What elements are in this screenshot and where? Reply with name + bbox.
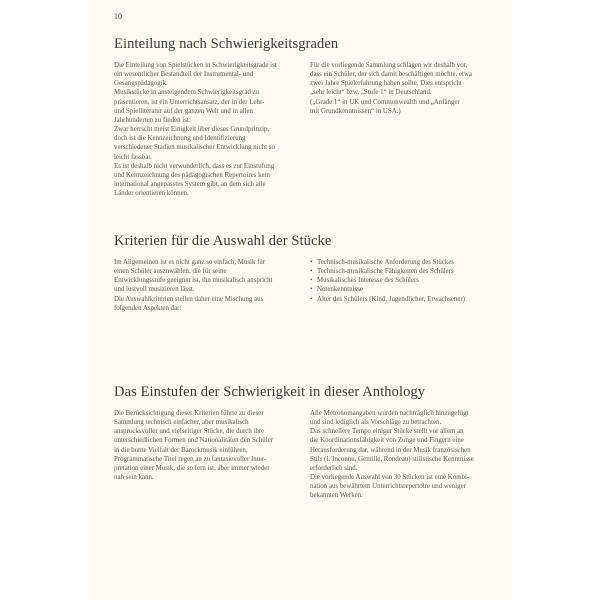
text-line: mit Grundkenntnissen“ in USA.): [310, 107, 401, 115]
text-line: international angepasstes System gibt, an dem sich alle: [114, 181, 266, 189]
text-line: Die Einteilung von Spielstücken in Schwierigkeitsgrade ist: [114, 62, 277, 69]
list-item: • Musikalisches Interesse des Schülers: [310, 276, 510, 285]
text-line: Die Berücksichtigung dieser Kriterien führte zu dieser: [114, 410, 264, 417]
text-line: und lustvoll musizieren lässt.: [114, 286, 195, 294]
text-line: Entwicklungsstufe geeignet ist, ihn musikalisch anspricht: [114, 277, 273, 285]
page-number: 10: [114, 12, 122, 21]
section-title-selection-criteria: Kriterien für die Auswahl der Stücke: [114, 233, 332, 249]
list-item: • Technisch-musikalische Fähigkeiten des Schülers: [310, 267, 510, 276]
text-line: verschiedener Stadien musikalischer Entwicklung nicht so: [114, 144, 275, 152]
text-line: Herausforderung dar, während in der Musik französischen: [310, 446, 471, 454]
text-line: Die vorliegende Auswahl von 30 Stücken ist eine Kombi-: [310, 474, 470, 482]
text-line: und sind lediglich als Vorschläge zu betrachten.: [310, 419, 442, 427]
text-line: „sehr leicht“ bzw. „Stufe 1“ in Deutschland.: [310, 89, 432, 97]
text-line: in die bunte Vielfalt der Barockmusik einführen.: [114, 446, 248, 454]
text-line: Es ist deshalb nicht verwunderlich, dass es zur Einstufung: [114, 162, 275, 170]
text-line: Programmatische Titel regen an zu fantasievoller Inter-: [114, 455, 267, 463]
criteria-list: [310, 258, 510, 304]
text-line: Musikstücke in ansteigendem Schwierigkeitsgrad zu: [114, 89, 260, 97]
text-line: und Kennzeichnung des pädagogischen Repertoires kein: [114, 171, 270, 179]
section-3-right-column: [310, 409, 510, 501]
list-item: • Technisch-musikalische Anforderung des Stückes: [310, 258, 510, 267]
text-line: ansprucksvoller und vielseitiger Stücke, die durch ihre: [114, 428, 265, 436]
text-line: Das schnellere Tempo einiger Stücke stellt vor allem an: [310, 428, 464, 436]
section-3-left-column: [114, 409, 310, 482]
text-line: Sammlung technisch einfacher, aber musikalisch: [114, 419, 249, 427]
text-line: Die Auswahlkriterien stellen daher eine Mischung aus: [114, 295, 264, 303]
list-item: • Alter des Schülers (Kind, Jugendlicher, Erwachsener): [310, 295, 510, 304]
text-line: folgenden Aspekten dar:: [114, 304, 182, 312]
text-line: Alle Metronomangaben wurden nachträglich hinzugefügt: [310, 410, 469, 417]
text-line: Länder orientieren können.: [114, 190, 189, 198]
text-line: Stils (L’Inconnu, Gentille, Rondeau) stilistische Kenntnisse: [310, 455, 474, 463]
list-item: • Notenkenntnisse: [310, 285, 510, 294]
section-1-right-column: [310, 61, 510, 116]
text-line: präsentieren, ist ein Unterrichtsansatz, der in der Lehr-: [114, 98, 265, 106]
text-line: erforderlich sind.: [310, 464, 358, 472]
text-line: („Grade 1“ in UK und Commonwealth und „Anfänger: [310, 98, 460, 106]
text-line: unterschiedlichen Formen und Nationalitäten den Schüler: [114, 437, 274, 445]
text-line: pretation einer Musik, die so fern ist, aber immer wieder: [114, 464, 270, 472]
book-page: [88, 0, 512, 600]
text-line: bekannten Werken.: [310, 492, 363, 500]
text-line: einen Schüler auszuwählen, die für seine: [114, 268, 227, 276]
section-2-left-column: [114, 258, 310, 313]
text-line: Zwar herrscht meist Einigkeit über dieses Grundprinzip,: [114, 126, 270, 134]
text-line: ein wesentlicher Bestandteil der Instrumental- und: [114, 71, 254, 79]
text-line: Für die vorliegende Sammlung schlagen wir deshalb vor,: [310, 62, 468, 69]
text-line: Jahrhunderten zu finden ist.: [114, 116, 191, 124]
text-line: Im Allgemeinen ist es nicht ganz so einfach, Musik für: [114, 259, 266, 266]
section-1-left-column: [114, 61, 310, 198]
text-line: und Spielliteratur auf der ganzen Welt und in allen: [114, 107, 253, 115]
section-2-bullet-column: [310, 258, 510, 304]
text-line: Gesangspädagogik.: [114, 80, 168, 88]
section-title-difficulty-grades: Einteilung nach Schwierigkeitsgraden: [114, 36, 339, 52]
section-title-anthology-grading: Das Einstufen der Schwierigkeit in dieser Anthology: [114, 384, 426, 400]
text-line: zwei Jahre Spielerfahrung haben sollte. Dies entspricht: [310, 80, 462, 88]
text-line: nation aus bewährtem Unterrichtsrepertoire und weniger: [310, 483, 466, 491]
text-line: dass ein Schüler, der sich damit beschäftigen möchte, etwa: [310, 71, 472, 79]
text-line: leicht fassbar.: [114, 153, 152, 161]
text-line: nah sein kann.: [114, 474, 154, 482]
text-line: doch ist die Kennzeichnung und Identifizierung: [114, 135, 246, 143]
text-line: die Koordinationsfähigkeit von Zunge und Fingern eine: [310, 437, 464, 445]
